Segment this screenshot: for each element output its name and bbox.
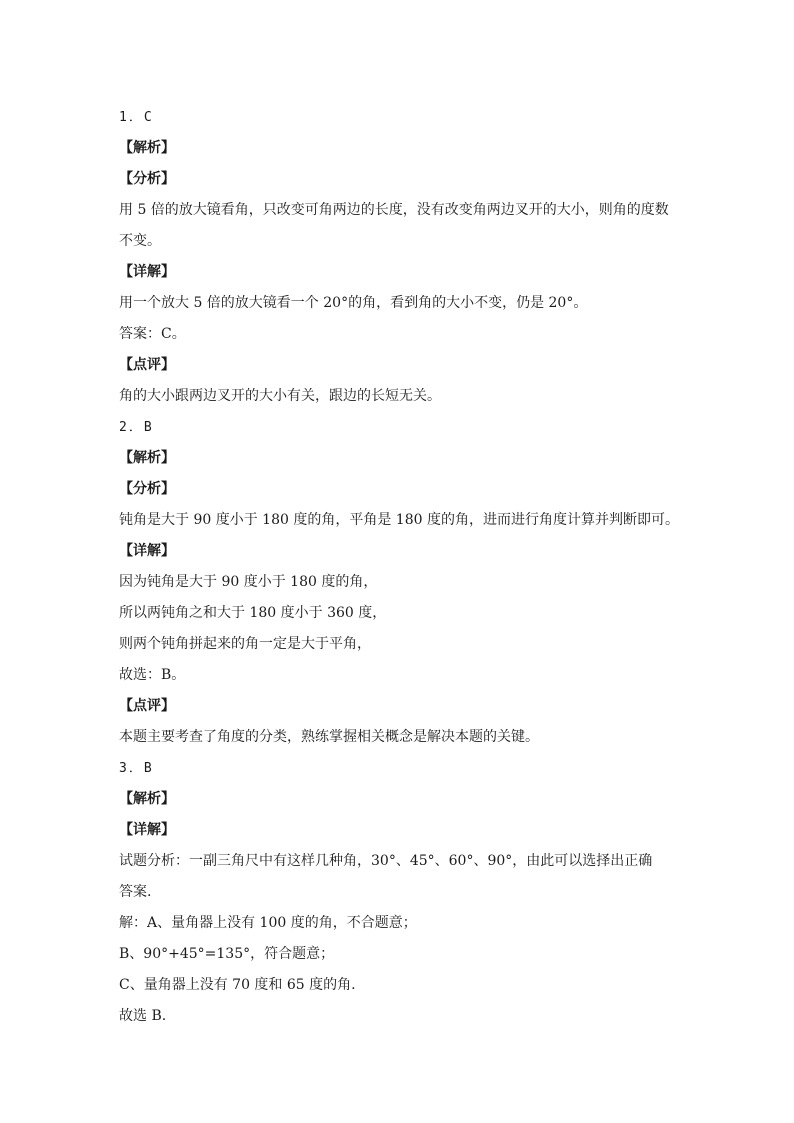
answer-number: 3．B: [119, 761, 154, 776]
section-heading-xiangjie: 【详解】: [119, 822, 175, 838]
paragraph-line: 不变。: [119, 233, 161, 249]
section-heading-jiexi: 【解析】: [119, 140, 175, 156]
section-heading-fenxi: 【分析】: [119, 481, 175, 497]
answer-number: 1．C: [119, 110, 154, 125]
paragraph-line: 则两个钝角拼起来的角一定是大于平角，: [119, 636, 371, 652]
section-heading-xiangjie: 【详解】: [119, 264, 175, 280]
paragraph-line: 用 5 倍的放大镜看角，只改变可角两边的长度，没有改变角两边叉开的大小，则角的度数: [119, 202, 669, 218]
section-heading-jiexi: 【解析】: [119, 791, 175, 807]
paragraph-line: C、量角器上没有 70 度和 65 度的角.: [119, 977, 356, 993]
section-heading-dianping: 【点评】: [119, 357, 175, 373]
document-body: [119, 102, 679, 1032]
section-heading-dianping: 【点评】: [119, 698, 175, 714]
paragraph-line: 本题主要考查了角度的分类，熟练掌握相关概念是解决本题的关键。: [119, 729, 539, 745]
answer-line: 故选 B.: [119, 1008, 167, 1024]
paragraph-line: 因为钝角是大于 90 度小于 180 度的角，: [119, 574, 378, 590]
paragraph-line: 钝角是大于 90 度小于 180 度的角，平角是 180 度的角，进而进行角度计算并判断即可。: [119, 512, 679, 528]
paragraph-line: 用一个放大 5 倍的放大镜看一个 20°的角，看到角的大小不变，仍是 20°。: [119, 295, 588, 311]
section-heading-fenxi: 【分析】: [119, 171, 175, 187]
answer-line: 答案：C。: [119, 326, 186, 342]
paragraph-line: 所以两钝角之和大于 180 度小于 360 度，: [119, 605, 387, 621]
paragraph-line: 角的大小跟两边叉开的大小有关，跟边的长短无关。: [119, 388, 441, 404]
answer-line: 故选：B。: [119, 667, 186, 683]
paragraph-line: 答案.: [119, 884, 152, 900]
section-heading-jiexi: 【解析】: [119, 450, 175, 466]
paragraph-line: 试题分析：一副三角尺中有这样几种角，30°、45°、60°、90°，由此可以选择出正确: [119, 853, 653, 869]
section-heading-xiangjie: 【详解】: [119, 543, 175, 559]
paragraph-line: B、90°+45°=135°，符合题意；: [119, 946, 335, 962]
paragraph-line: 解：A、量角器上没有 100 度的角，不合题意；: [119, 915, 417, 931]
answer-number: 2．B: [119, 420, 154, 435]
